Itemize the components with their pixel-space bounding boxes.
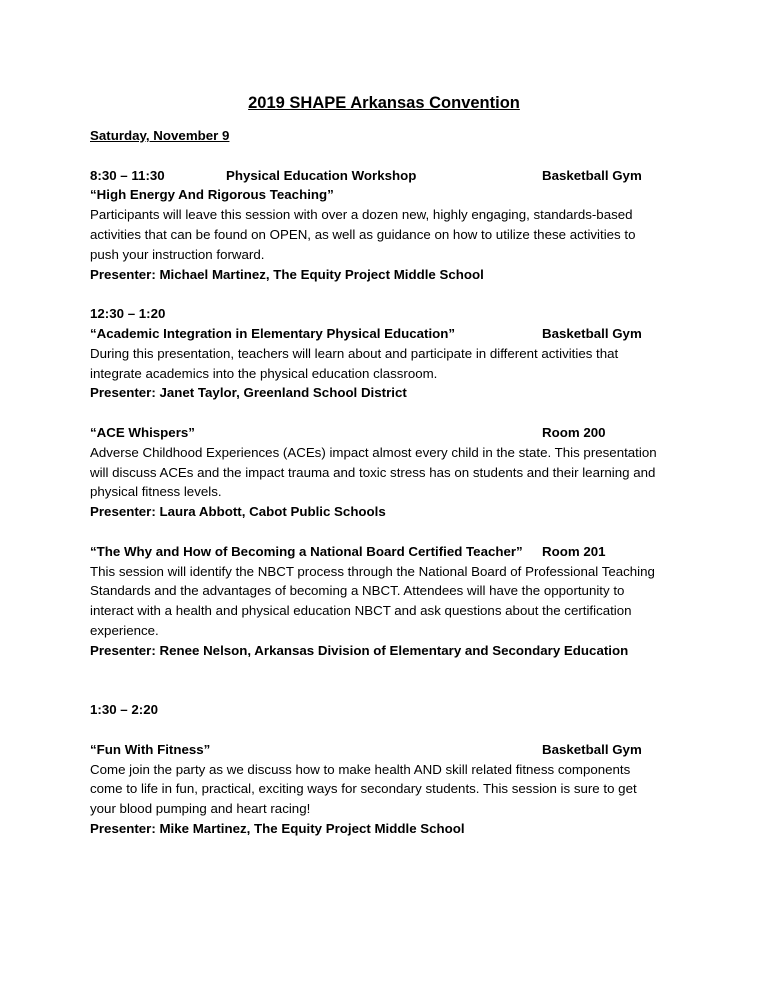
session-5-description-line: Come join the party as we discuss how to make health AND skill related fitness components <box>90 761 631 777</box>
session-1-header <box>90 166 690 186</box>
session-1-description-line: activities that can be found on OPEN, as well as guidance on how to utilize these activities to <box>90 226 636 242</box>
session-5-title: “Fun With Fitness” <box>90 741 211 757</box>
time-block-3: 1:30 – 2:20 <box>90 702 159 718</box>
session-1-description-line: Participants will leave this session with over a dozen new, highly engaging, standards-based <box>90 207 633 223</box>
session-3-description-line: Adverse Childhood Experiences (ACEs) impact almost every child in the state. This presentation <box>90 444 657 460</box>
session-1-presenter: Presenter: Michael Martinez, The Equity Project Middle School <box>90 266 484 282</box>
session-3-description-line: will discuss ACEs and the impact trauma and toxic stress has on students and their learning and <box>90 464 656 480</box>
spacer <box>90 720 690 740</box>
day-heading: Saturday, November 9 <box>90 128 230 143</box>
session-3-description-line: physical fitness levels. <box>90 484 222 500</box>
session-2-title: “Academic Integration in Elementary Physical Education” <box>90 325 456 341</box>
session-1-description-line: push your instruction forward. <box>90 246 265 262</box>
document-title: 2019 SHAPE Arkansas Convention <box>248 94 520 112</box>
session-5-description-line: your blood pumping and heart racing! <box>90 801 311 817</box>
session-3-header <box>90 423 690 443</box>
session-1-location: Basketball Gym <box>542 167 642 183</box>
session-1-type: Physical Education Workshop <box>226 167 417 183</box>
session-2-location: Basketball Gym <box>542 325 642 341</box>
session-4-description-line: Standards and the advantages of becoming a NBCT. Attendees will have the opportunity to <box>90 583 625 599</box>
spacer <box>90 661 690 681</box>
session-3-location: Room 200 <box>542 424 606 440</box>
session-4-location: Room 201 <box>542 543 606 559</box>
session-1-title: “High Energy And Rigorous Teaching” <box>90 187 334 203</box>
session-2-presenter: Presenter: Janet Taylor, Greenland School District <box>90 385 407 401</box>
session-4-description-line: This session will identify the NBCT process through the National Board of Professional Teaching <box>90 563 655 579</box>
session-4-header <box>90 542 690 562</box>
spacer <box>90 680 690 700</box>
session-5-description-line: come to life in fun, practical, exciting ways for secondary students. This session is sure to get <box>90 781 637 797</box>
session-4-description-line: experience. <box>90 622 159 638</box>
session-3-presenter: Presenter: Laura Abbott, Cabot Public Schools <box>90 504 386 520</box>
spacer <box>90 522 690 542</box>
session-5-header <box>90 740 690 760</box>
session-2-header <box>90 324 690 344</box>
session-2-description-line: integrate academics into the physical education classroom. <box>90 365 438 381</box>
session-4-description-line: interact with a health and physical education NBCT and ask questions about the certification <box>90 603 632 619</box>
spacer <box>90 146 690 166</box>
time-block-2: 12:30 – 1:20 <box>90 306 166 322</box>
spacer <box>90 403 690 423</box>
session-4-presenter: Presenter: Renee Nelson, Arkansas Division of Elementary and Secondary Education <box>90 642 629 658</box>
session-2-description-line: During this presentation, teachers will learn about and participate in different activities that <box>90 345 619 361</box>
session-1-time: 8:30 – 11:30 <box>90 167 165 183</box>
session-5-location: Basketball Gym <box>542 741 642 757</box>
session-3-title: “ACE Whispers” <box>90 424 195 440</box>
session-4-title: “The Why and How of Becoming a National Board Certified Teacher” <box>90 543 523 559</box>
document-page <box>90 92 690 839</box>
session-5-presenter: Presenter: Mike Martinez, The Equity Project Middle School <box>90 820 465 836</box>
spacer <box>90 284 690 304</box>
